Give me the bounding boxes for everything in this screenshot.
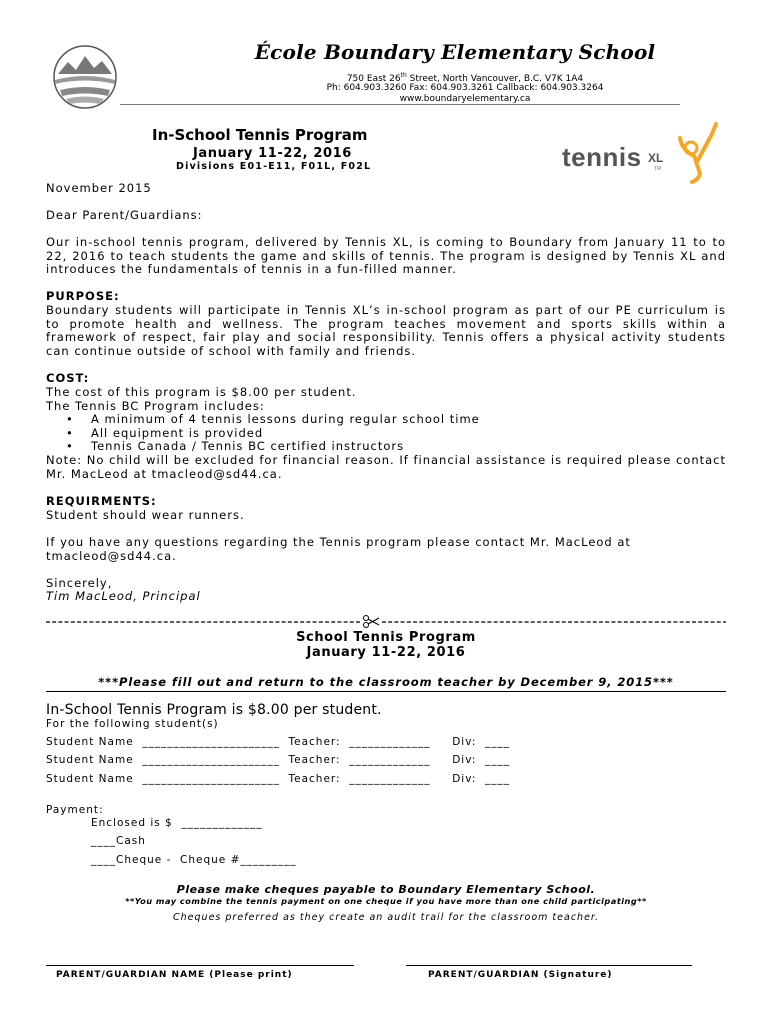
student-row[interactable]: Student Name ______________________ Teacher: _____________ Div: ____ [46,736,511,748]
cut-line [46,614,726,628]
program-dates: January 11-22, 2016 [193,146,352,161]
purpose-text: Boundary students will participate in Tennis XL’s in-school program as part of our PE curriculum is to promote health and wellness. The program teaches movement and sports skills within a framework of respect, fair play and social responsibility. Tennis offers a physical activity students can continue outside of school with family and friends. [46,303,726,358]
school-phone: Ph: 604.903.3260 Fax: 604.903.3261 Callback: 604.903.3264 [326,83,604,93]
student-row[interactable]: Student Name ______________________ Teacher: _____________ Div: ____ [46,773,511,785]
questions-text: If you have any questions regarding the Tennis program please contact Mr. MacLeod at tmacleod@sd44.ca. [46,535,631,563]
combine-payment-note: **You may combine the tennis payment on one cheque if you have more than one child participating** [125,896,647,906]
parent-signature-line[interactable] [406,965,692,966]
form-dates: January 11-22, 2016 [306,645,466,660]
parent-name-line[interactable] [46,965,354,966]
program-divisions: Divisions E01-E11, F01L, F02L [176,161,372,172]
school-website[interactable]: www.boundaryelementary.ca [399,94,531,104]
cost-line-2: The Tennis BC Program includes: [46,399,265,413]
tennis-logo-tm: TM [654,166,662,172]
school-name: École Boundary Elementary School [254,40,656,64]
tennis-player-icon [672,120,722,185]
school-address: 750 East 26th Street, North Vancouver, B.C. V7K 1A4 [346,72,584,84]
purpose-heading: PURPOSE: [46,289,120,303]
parent-name-label: PARENT/GUARDIAN NAME (Please print) [56,970,293,980]
return-deadline-note: ***Please fill out and return to the classroom teacher by December 9, 2015*** [98,675,674,689]
cost-heading: COST: [46,371,90,385]
tennis-logo-word: tennis [562,142,642,172]
cash-option[interactable]: ____Cash [91,835,146,847]
requirements-heading: REQUIRMENTS: [46,494,157,508]
signer-name: Tim MacLeod, Principal [46,589,201,603]
header-divider [120,104,680,105]
parent-signature-label: PARENT/GUARDIAN (Signature) [428,970,613,980]
for-students-label: For the following student(s) [46,718,219,730]
enclosed-amount-field[interactable]: Enclosed is $ _____________ [91,817,263,829]
list-item: • Tennis Canada / Tennis BC certified instructors [66,439,405,454]
payment-label: Payment: [46,804,104,816]
program-title: In-School Tennis Program [152,126,368,144]
requirements-text: Student should wear runners. [46,508,245,522]
cost-note: Note: No child will be excluded for financial reason. If financial assistance is required please contact Mr. MacLeod at tmacleod@sd44.ca. [46,453,726,481]
student-row[interactable]: Student Name ______________________ Teacher: _____________ Div: ____ [46,754,511,766]
cost-line-1: The cost of this program is $8.00 per student. [46,385,357,399]
deadline-underline [46,691,726,692]
scissors-icon [364,616,380,628]
letter-salutation: Dear Parent/Guardians: [46,208,203,222]
cheques-preferred-note: Cheques preferred as they create an audit trail for the classroom teacher. [173,912,599,923]
list-item: • All equipment is provided [66,425,264,440]
letter-date: November 2015 [46,181,152,195]
school-logo [52,44,118,110]
tennis-xl-logo [562,120,722,185]
includes-list [66,413,566,454]
list-item: • A minimum of 4 tennis lessons during regular school time [66,412,480,426]
form-price: In-School Tennis Program is $8.00 per student. [46,702,382,718]
letter-intro: Our in-school tennis program, delivered by Tennis XL, is coming to Boundary from January 11 to to 22, 2016 to teach students the game and skills of tennis. The program is designed by Tennis XL and introduces the fundamentals of tennis in a fun-filled manner. [46,235,726,277]
cheque-payable-note: Please make cheques payable to Boundary Elementary School. [176,883,596,896]
form-title: School Tennis Program [296,630,476,645]
tennis-logo-badge: XL [648,151,664,165]
closing: Sincerely, [46,576,113,590]
cheque-option[interactable]: ____Cheque - Cheque #_________ [91,854,297,866]
